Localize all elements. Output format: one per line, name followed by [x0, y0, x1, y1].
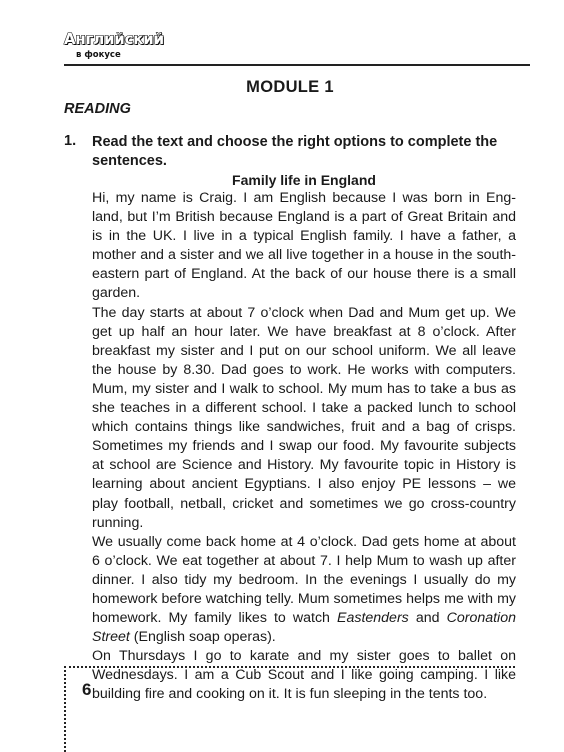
- story-text: and: [408, 610, 447, 627]
- logo-title: Английский: [64, 30, 164, 48]
- section-title: READING: [64, 101, 131, 117]
- footer-dotted-divider: [64, 666, 515, 668]
- story-paragraph: The day starts at about 7 o’clock when Dad and Mum get up. We get up half an hour later. We have breakfast at 8 o’clock. After breakfast my sister and I put on our school uniform. We all leave the house by 8.30. Dad goes to work. He works with computers. Mum, my sister and I walk to school. My mum has to take a bus as she teaches in a different school. I take a packed lunch to school which contains things like sandwiches, fruit and a bag of crisps. Sometimes my friends and I swap our food. My favourite subjects at school are Science and History. My favourite topic in History is learning about ancient Egyptians. I also enjoy PE lessons – we play football, netball, cricket and sometimes we go cross-country running.: [92, 304, 516, 531]
- module-title: MODULE 1: [246, 78, 334, 96]
- tv-show-title: Coronation Street: [92, 610, 516, 646]
- task-instruction: Read the text and choose the right options to complete the sentences.: [92, 134, 498, 169]
- footer-dotted-margin: [64, 666, 66, 752]
- header-divider: [64, 64, 530, 66]
- story-body: [92, 189, 516, 705]
- logo-subtitle: в фокусе: [76, 50, 121, 60]
- story-text: We usually come back home at 4 o’clock. Dad gets home at about 6 o’clock. We eat together at about 7. I help Mum to wash up after dinner. I also tidy my bedroom. In the evenings I usually do my homework before watching telly. Mum sometimes helps me with my homework. My family likes to watch: [92, 533, 516, 627]
- task-number: 1.: [64, 133, 77, 149]
- book-series-logo: [64, 30, 164, 64]
- story-paragraph: Hi, my name is Craig. I am English because I was born in Eng-land, but I’m British because England is a part of Great Britain and is in the UK. I live in a typical English family. I have a father, a mother and a sister and we all live together in a house in the south-eastern part of England. At the back of our house there is a small garden.: [92, 190, 516, 302]
- tv-show-title: Eastenders: [337, 610, 409, 627]
- story-text: (English soap operas).: [129, 629, 276, 646]
- story-paragraph: On Thursdays I go to karate and my sister goes to ballet on Wednesdays. I am a Cub Scout and I like going camping. I like building fire and cooking on it. It is fun sleeping in the tents too.: [92, 648, 516, 703]
- story-title: Family life in England: [232, 172, 376, 188]
- story-paragraph: [92, 533, 516, 648]
- page-number: 6: [82, 680, 92, 699]
